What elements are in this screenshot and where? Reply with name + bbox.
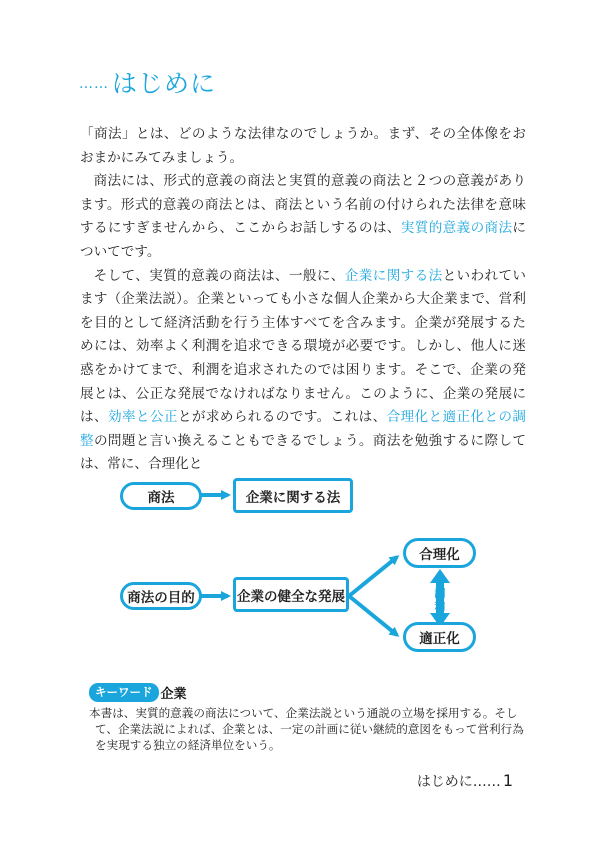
- keyword-title: [89, 683, 529, 702]
- node-shoho: 商法: [120, 482, 202, 510]
- page-footer: [417, 771, 513, 791]
- paragraph-1: 「商法」とは、どのような法律なのでしょうか。まず、その全体像をおおまかにみてみましょう。: [80, 126, 526, 166]
- arrow-hatten-to-gorika: [349, 557, 397, 596]
- p3-highlight-koritsu: 効率と公正: [107, 409, 178, 426]
- node-kigyo-ni-kansuru-ho: 企業に関する法: [233, 478, 353, 513]
- keyword-term: 企業: [160, 687, 187, 702]
- heading-dots: ……: [79, 76, 109, 92]
- keyword-box: [89, 683, 529, 753]
- node-kigyo-no-kenzen-na-hatten: 企業の健全な発展: [233, 577, 349, 612]
- page-number: 1: [502, 771, 513, 790]
- p3-text-d: の問題と言い換えることもできるでしょう。商法を勉強するに際しては、常に、合理化と: [80, 432, 526, 473]
- p3-text-c: とが求められるのです。これは、: [177, 409, 387, 426]
- label-chouwa: [433, 587, 447, 613]
- p3-highlight-chosei: 合理化と適正化との調整: [80, 409, 527, 449]
- node-shoho-no-mokuteki: 商法の目的: [120, 582, 202, 610]
- chouwa-char-1: 調: [434, 587, 446, 600]
- node-gorika: 合理化: [403, 538, 476, 568]
- keyword-definition: 本書は、実質的意義の商法について、企業法説という通説の立場を採用する。そして、企業法説によれば、企業とは、一定の計画に従い継続的意図をもって営利行為を実現する独立の経済単位をいう。: [89, 706, 524, 752]
- keyword-badge: キーワード: [89, 683, 159, 702]
- arrow-hatten-to-tekiseika: [349, 596, 397, 635]
- p3-text-b: といわれています（企業法説）。企業といっても小さな個人企業から大企業まで、営利を目的として経済活動を行う主体すべてを含みます。企業が発展するためには、効率よく利潤を追求できる環境が必要です。しかし、他人に迷惑をかけてまで、利潤を追求されたのでは困ります。そこで、企業の発展とは、公正な発展でなければなりません。このように、企業の発展には、: [80, 267, 527, 426]
- p2-highlight-jisshitsu: 実質的意義の商法: [400, 220, 513, 237]
- heading-title: はじめに: [112, 69, 217, 98]
- p2-text-a: 商法には、形式的意義の商法と実質的意義の商法と２つの意義があります。形式的意義の商法とは、商法という名前の付けられた法律を意味するにすぎませんから、ここからお話しするのは、: [80, 173, 526, 237]
- p3-text-a: そして、実質的意義の商法は、一般に、: [93, 267, 345, 284]
- p3-highlight-kigyo: 企業に関する法: [344, 267, 443, 284]
- footer-label: はじめに……: [416, 774, 501, 790]
- node-tekiseika: 適正化: [403, 622, 476, 652]
- p2-text-b: についてです。: [80, 220, 527, 260]
- chouwa-char-2: 和: [434, 600, 446, 613]
